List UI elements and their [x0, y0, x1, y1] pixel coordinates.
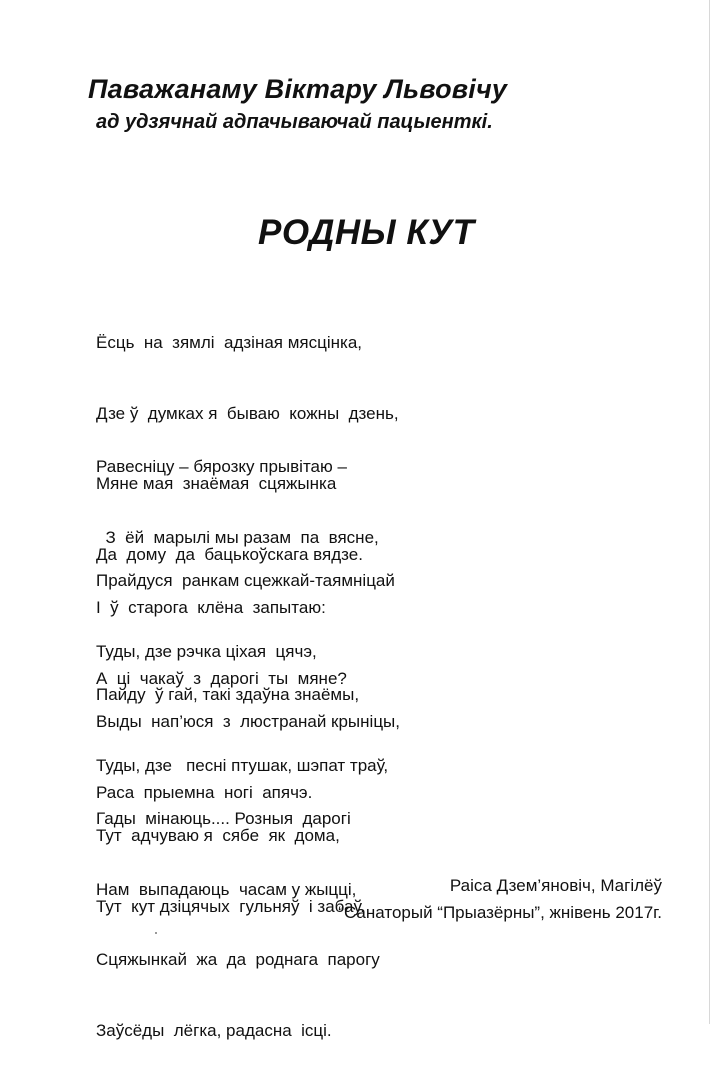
- poem-line: Туды, дзе песні птушак, шэпат траў,: [96, 755, 389, 775]
- poem-line: З ёй марылі мы разам па вясне,: [96, 527, 379, 547]
- signature-place-date: “Санаторый “Прыазёрны”, жнівень 2017г.: [338, 903, 662, 922]
- poem-line: І ў старога клёна запытаю:: [96, 598, 326, 617]
- dedication-recipient: Паважанаму Віктару Львовічу: [88, 74, 508, 104]
- poem-line: Пайду ў гай, такі здаўна знаёмы,: [96, 685, 360, 704]
- scan-speck: [155, 932, 157, 934]
- poem-line: Заўсёды лёгка, радасна ісці.: [96, 1020, 332, 1040]
- poem-line: Равесніцу – бярозку прывітаю –: [96, 457, 347, 476]
- poem-line: Раса прыемна ногі апячэ.: [96, 782, 313, 802]
- poem-line: Прайдуся ранкам сцежкай-таямніцай: [96, 571, 395, 590]
- poem-line: Сцяжынкай жа да роднага парогу: [96, 950, 380, 969]
- poem-line: Мяне мая знаёмая сцяжынка: [96, 474, 337, 493]
- poem-line: А ці чакаў з дарогі ты мяне?: [96, 668, 347, 688]
- poem-line: Туды, дзе рэчка ціхая цячэ,: [96, 641, 317, 661]
- page-edge-line: [709, 0, 710, 1024]
- poem-line: Ёсць на зямлі адзіная мясцінка,: [96, 333, 363, 352]
- poem-line: Выды нап’юся з люстранай крыніцы,: [96, 712, 400, 731]
- poem-line: Тут кут дзіцячых гульняў і забаў.: [96, 896, 365, 916]
- poem-line: Нам выпадаюць часам у жыцці,: [96, 879, 357, 899]
- poem-line: Да дому да бацькоўскага вядзе.: [96, 544, 363, 564]
- poem-title: РОДНЫ КУТ: [258, 213, 475, 252]
- poem-line: Дзе ў думках я бываю кожны дзень,: [96, 403, 399, 423]
- stanza-5: [96, 760, 380, 1066]
- dedication-from: ад удзячнай адпачываючай пацыенткі.: [96, 111, 493, 133]
- poem-line: Гады мінаюць.... Розныя дарогі: [96, 809, 351, 828]
- signature-author: Раіса Дзем’яновіч, Магілёў: [449, 876, 662, 895]
- poem-line: Тут адчуваю я сябе як дома,: [96, 826, 340, 845]
